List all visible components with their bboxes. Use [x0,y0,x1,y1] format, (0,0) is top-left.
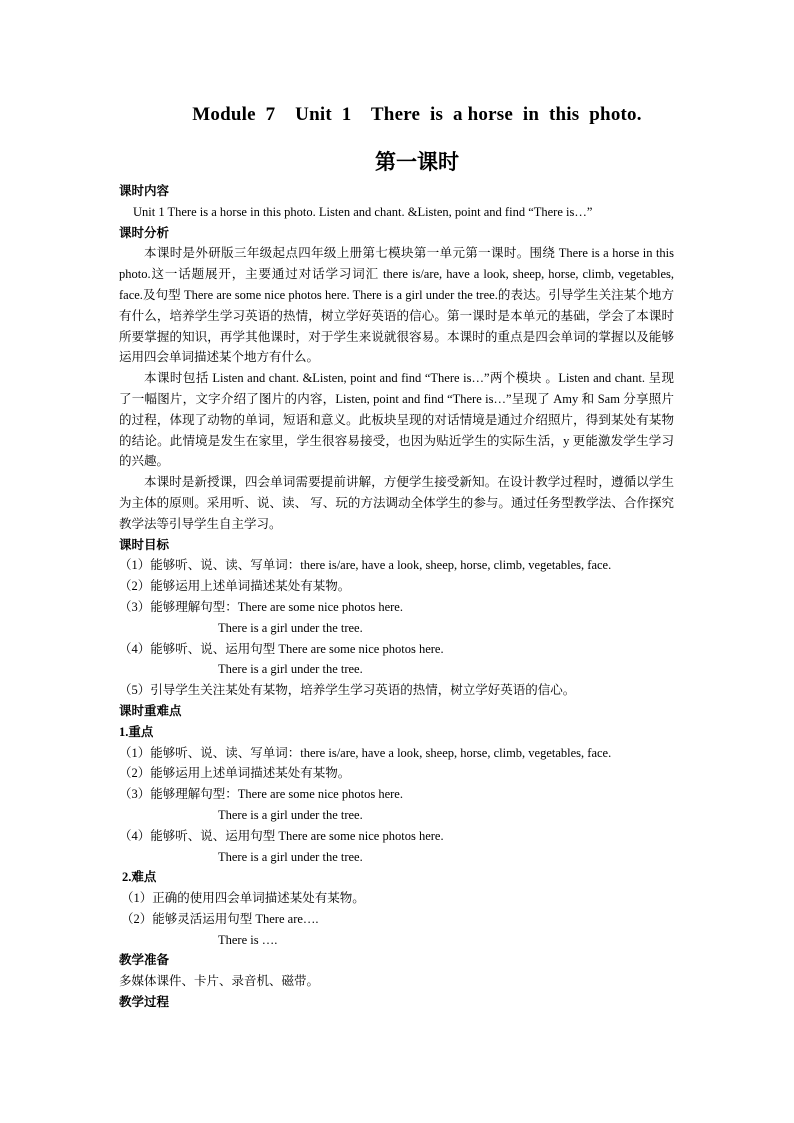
difficult-point-item: （2）能够灵活运用句型 There are…. [121,911,319,926]
analysis-paragraph-2: 本课时包括 Listen and chant. &Listen, point and find “There is…”两个模块 。Listen and chant. 呈现了一幅图片，文字介绍了图片的内容，Listen, point and find “There is…”呈现了 Amy 和 Sam 分享照片的过程，体现了动物的单词，短语和意义。此板块呈现的对话情境是通过介绍照片，得到某处有某物的结论。此情境是发生在家里，学生很容易接受，也因为贴近学生的实际生活，y 更能激发学生学习的兴趣。 [119,371,674,469]
analysis-paragraph-3: 本课时是新授课，四会单词需要提前讲解，方便学生接受新知。在设计教学过程时，遵循以学生为主体的原则。采用听、说、读、 写、玩的方法调动全体学生的参与。通过任务型教学法、合作探究教学法等引导学生自主学习。 [119,475,674,531]
document-body [119,181,674,1013]
key-point-continuation: There is a girl under the tree. [218,849,363,864]
difficult-points-subheading: 2.难点 [122,870,157,885]
content-text: Unit 1 There is a horse in this photo. Listen and chant. &Listen, point and find “There is…” [133,204,593,219]
lesson-subtitle: 第一课时 [375,150,459,174]
process-heading: 教学过程 [119,995,170,1010]
key-point-item: （3）能够理解句型：There are some nice photos here. [119,787,403,802]
key-point-continuation: There is a girl under the tree. [218,807,363,822]
goal-item: （2）能够运用上述单词描述某处有某物。 [119,579,351,594]
content-heading: 课时内容 [119,184,170,198]
goal-item: （4）能够听、说、运用句型 There are some nice photos here. [119,641,444,656]
preparation-heading: 教学准备 [119,953,170,968]
goal-item: （3）能够理解句型：There are some nice photos here. [119,599,403,614]
difficult-point-item: （1）正确的使用四会单词描述某处有某物。 [121,891,365,906]
key-points-subheading: 1.重点 [119,724,154,739]
analysis-paragraph-1: 本课时是外研版三年级起点四年级上册第七模块第一单元第一课时。围绕 There is a horse in this photo.这一话题展开，主要通过对话学习词汇 there is/are, have a look, sheep, horse, climb, vegetables, face.及句型 There are some nice photos here. There is a girl under the tree.的表达。引导学生关注某个地方有什么，培养学生学习英语的热情，树立学好英语的信心。第一课时是本单元的基础，学会了本课时所要掌握的知识，再学其他课时，对于学生来说就很容易。本课时的重点是四会单词的掌握以及能够运用四会单词描述某个地方有什么。 [119,246,674,365]
goal-item-continuation: There is a girl under the tree. [218,620,363,635]
preparation-text: 多媒体课件、卡片、录音机、磁带。 [119,974,320,989]
goals-heading: 课时目标 [119,537,170,552]
page-title: Module 7 Unit 1 There is a horse in this photo. [192,104,642,125]
analysis-heading: 课时分析 [119,225,170,240]
difficult-point-continuation: There is …. [218,932,278,947]
key-point-item: （1）能够听、说、读、写单词：there is/are, have a look, sheep, horse, climb, vegetables, face. [119,745,612,760]
goal-item: （1）能够听、说、读、写单词：there is/are, have a look, sheep, horse, climb, vegetables, face. [119,558,612,573]
key-point-item: （2）能够运用上述单词描述某处有某物。 [119,766,351,781]
goal-item-continuation: There is a girl under the tree. [218,662,363,677]
keypoints-heading: 课时重难点 [119,703,182,718]
goal-item: （5）引导学生关注某处有某物，培养学生学习英语的热情，树立学好英语的信心。 [119,683,576,698]
key-point-item: （4）能够听、说、运用句型 There are some nice photos here. [119,828,444,843]
